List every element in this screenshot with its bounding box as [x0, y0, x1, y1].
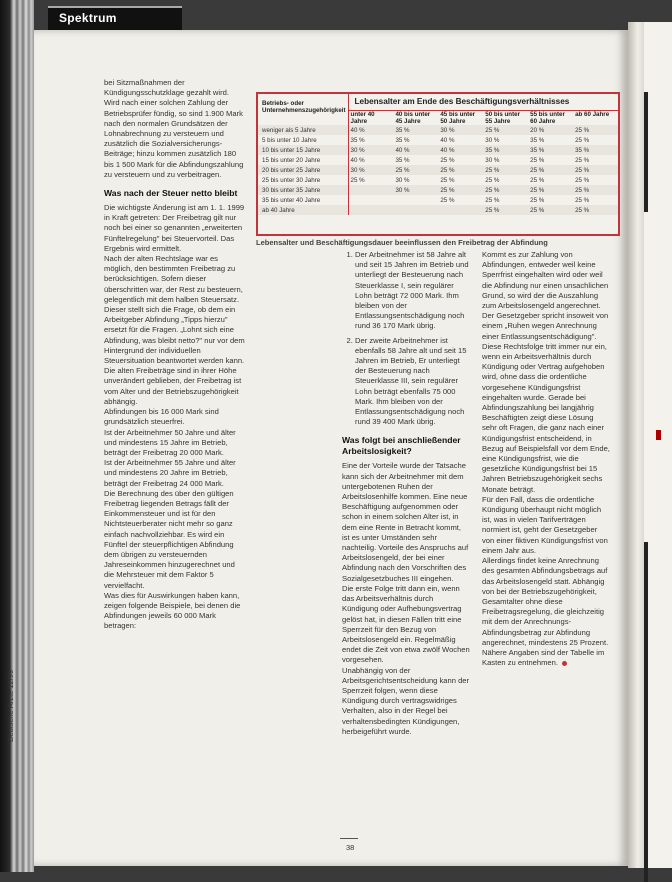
- table-cell: 30 %: [395, 176, 410, 184]
- table-cell: 25 %: [483, 165, 528, 175]
- example-list: [342, 250, 470, 427]
- section-title: Spektrum: [59, 11, 117, 25]
- intro-paragraph: bei Sitzmaßnahmen der Kündigungsschutzklage gezahlt wird. Wird nach einer solchen Zahlung der Betriebsprüfer fündig, so sind 1.900 Mark nach den normalen Grundsätzen der Lohnabrechnung zu versteuern und zusätzlich die Sozialversicherungs-Beiträge; hinzu kommen zusätzlich 180 bis 1 500 Mark für die Abfindungszahlung zu versteuern und zu verbeitragen.: [104, 78, 244, 179]
- table-cell: 25 %: [438, 165, 483, 175]
- table-cell: 35 %: [393, 125, 438, 135]
- table-cell: 35 %: [395, 156, 410, 164]
- table-cell: 25 %: [485, 176, 500, 184]
- freibetrag-table: [258, 94, 618, 215]
- table-row: [258, 175, 618, 185]
- table-cell: 40 %: [348, 125, 393, 135]
- table-cell: [393, 195, 438, 205]
- col3-paragraph: Diese Rechtsfolge tritt immer nur ein, wenn ein Arbeitsverhältnis durch Kündigung oder Vertrag aufgehoben wird, ohne dass die ordentliche vorgesehene Kündigungsfrist eingehalten wurde. Gerade bei Abfindungszahlung bei langjährig Beschäftigten zeigt diese Lösung sehr oft Fragen, die ganz nach einer Kündigungsfrist entscheidend, in Bezug auf Beispielsfall vor dem Ende, eine Kündigungsfrist, wie die gesetzliche Kündigungsfrist bei 15 Jahren Betriebszugehörigkeit sechs Monate beträgt.: [482, 341, 610, 494]
- page-number: 38: [346, 843, 355, 852]
- col1-paragraph: Die wichtigste Änderung ist am 1. 1. 1999 in Kraft getreten: Der Freibetrag gilt nur noch bei einer so genannten „erweiterten Fünftelregelung" bei Steuervorteil. Das Ergebnis wird ermittelt.: [104, 203, 245, 253]
- col1-paragraph: Was dies für Auswirkungen haben kann, zeigen folgende Beispiele, bei denen die Abfindungen jeweils 60 000 Mark betragen:: [104, 590, 241, 631]
- table-cell: 25 %: [575, 156, 590, 164]
- row-label: 15 bis unter 20 Jahre: [258, 155, 348, 165]
- next-page-edge: [644, 22, 672, 868]
- col1-heading: Was nach der Steuer netto bleibt: [104, 188, 238, 199]
- book-gutter: [628, 22, 644, 868]
- table-cell: 30 %: [393, 185, 438, 195]
- col2-paragraph: Die erste Folge tritt dann ein, wenn das Arbeitsverhältnis durch Kündigung oder Aufhebungsvertrag gelöst hat, in diesen Fällen tritt eine Sperrzeit für den Bezug von Arbeitslosengeld ein. Regelmäßig endet die Zeit von etwa zwölf Wochen vorgesehen.: [342, 583, 470, 665]
- table-cell: 25 %: [573, 165, 618, 175]
- table-cell: 40 %: [393, 145, 438, 155]
- column-header: ab 60 Jahre: [575, 111, 610, 118]
- column-1: [104, 78, 246, 632]
- table-row: [258, 125, 618, 135]
- row-label: ab 40 Jahre: [258, 205, 348, 215]
- table-cell: 25 %: [573, 205, 618, 215]
- col3-paragraph: Für den Fall, dass die ordentliche Kündigung überhaupt nicht möglich ist, was in vielen Tarifverträgen normiert ist, geht der Gesetzgeber von einer fiktiven Kündigungsfrist von einem Jahr aus.: [482, 494, 608, 555]
- column-header: 40 bis unter 45 Jahre: [395, 111, 431, 125]
- col1-paragraph: Die alten Freibeträge sind in ihrer Höhe unverändert geblieben, der Freibetrag ist vom Alter und der Betriebszugehörigkeit abhängig.: [104, 366, 242, 406]
- table-cell: 25 %: [530, 176, 545, 184]
- table-cell: 30 %: [485, 136, 500, 144]
- table-cell: 25 %: [438, 185, 483, 195]
- list-item: 2. Der zweite Arbeitnehmer ist ebenfalls 58 Jahre alt und seit 15 Jahren im Betrieb, Er unterliegt der Besteuerung nach Steuerklasse III, sein regulärer Lohn beträgt ebenfalls 75 000 Mark. Ihm bleiben von der Entlassungsentschädigung noch rund 39 400 Mark übrig.: [355, 336, 470, 428]
- page-number-rule: [340, 838, 358, 839]
- row-label: 25 bis unter 30 Jahre: [258, 175, 348, 185]
- col2-heading: Was folgt bei anschließender Arbeitslosigkeit?: [342, 435, 461, 457]
- table-cell: 25 %: [483, 205, 528, 215]
- table-cell: [348, 205, 393, 215]
- col3-last-paragraph: Allerdings findet keine Anrechnung des gesamten Abfindungsbetrags auf das Arbeitslosengeld statt. Abhängig von bei der Betriebszugehörigkeit, Gesamtalter ohne diese Freibetragsregelung, die gleichzeitig mit dem der Anrechnungs-Abfindungsbetrag zur Abfindung angerechnet, mindestens 25 Prozent. Nähere Angaben sind der Tabelle im Kasten zu entnehmen.: [482, 556, 609, 668]
- table-row: [258, 165, 618, 175]
- col1-paragraph: Die Berechnung des über den gültigen Freibetrag liegenden Betrags fällt der Einkommensteuer und ist für den Nichtsteuerberater nicht mehr so ganz einfach nachvollziehbar. Es wird ein Fünftel der steuerpflichtigen Abfindung dem übrigen zu versteuernden Jahreseinkommen hinzugerechnet und die Mehrsteuer mit dem Faktor 5 vervielfacht.: [104, 488, 235, 590]
- table-cell: 35 %: [350, 136, 365, 144]
- row-label: 30 bis unter 35 Jahre: [258, 185, 348, 195]
- table-caption: Lebensalter und Beschäftigungsdauer beeinflussen den Freibetrag der Abfindung: [256, 238, 548, 247]
- table-cell: 25 %: [528, 185, 573, 195]
- table-cell: 25 %: [393, 165, 438, 175]
- table-cell: [348, 195, 393, 205]
- table-cell: 25 %: [440, 176, 455, 184]
- table-cell: 25 %: [575, 196, 590, 204]
- table-cell: 25 %: [575, 176, 590, 184]
- row-label: 10 bis unter 15 Jahre: [258, 145, 348, 155]
- table-cell: 35 %: [483, 145, 528, 155]
- column-2: [342, 250, 470, 737]
- column-header: 50 bis unter 55 Jahre: [485, 111, 520, 125]
- table-cell: 30 %: [348, 145, 393, 155]
- col1-paragraph: Ist der Arbeitnehmer 50 Jahre und älter und mindestens 15 Jahre im Betrieb, beträgt der Freibetrag 20 000 Mark.: [104, 427, 236, 457]
- table-cell: 25 %: [575, 136, 590, 144]
- table-cell: 25 %: [528, 205, 573, 215]
- column-header: 45 bis unter 50 Jahre: [440, 111, 476, 125]
- table-cell: 25 %: [483, 185, 528, 195]
- column-3: [482, 250, 610, 668]
- column-header: 55 bis unter 60 Jahre: [530, 111, 565, 125]
- table-cell: 35 %: [573, 145, 618, 155]
- table-cell: 30 %: [438, 125, 483, 135]
- section-tab: [48, 6, 182, 30]
- col1-paragraph: Ist der Arbeitnehmer 55 Jahre und älter und mindestens 20 Jahre im Betrieb, beträgt der Freibetrag 24 000 Mark.: [104, 458, 236, 488]
- row-label: 35 bis unter 40 Jahre: [258, 195, 348, 205]
- table-cell: 25 %: [440, 196, 455, 204]
- table-cell: 25 %: [530, 156, 545, 164]
- col3-paragraph: Kommt es zur Zahlung von Abfindungen, entweder weil keine Sperrfrist eingehalten wird oder weil die Abfindung nur einen unsachlichen Grund, so wird der die Auszahlung zum Arbeitslosengeld angerechnet. Der Gesetzgeber spricht insoweit von einem „Ruhen wegen Anrechnung einer Entlassungsentschädigung".: [482, 250, 609, 341]
- table-cell: 25 %: [573, 125, 618, 135]
- end-of-article-mark: [562, 661, 567, 666]
- table-cell: 25 %: [483, 125, 528, 135]
- row-label: 20 bis unter 25 Jahre: [258, 165, 348, 175]
- table-cell: [393, 205, 438, 215]
- table-cell: 40 %: [350, 156, 365, 164]
- table-cell: 25 %: [350, 176, 365, 184]
- table-row: [258, 135, 618, 145]
- table-cell: 40 %: [440, 136, 455, 144]
- table-row: [258, 155, 618, 165]
- row-label: 5 bis unter 10 Jahre: [258, 135, 348, 145]
- table-cell: 25 %: [485, 196, 500, 204]
- table-cell: 25 %: [528, 165, 573, 175]
- list-item: 1. Der Arbeitnehmer ist 58 Jahre alt und seit 15 Jahren im Betrieb und unterliegt der Besteuerung nach Steuerklasse I, sein regulärer Lohn beträgt 72 000 Mark. Ihm bleiben von der Entlassungsentschädigung noch rund 36 170 Mark übrig.: [355, 250, 470, 332]
- table-cell: 30 %: [348, 165, 393, 175]
- table-cell: 25 %: [440, 156, 455, 164]
- table-cell: 25 %: [530, 196, 545, 204]
- table-cell: 35 %: [395, 136, 410, 144]
- col1-paragraph: Abfindungen bis 16 000 Mark sind grundsätzlich steuerfrei.: [104, 407, 219, 427]
- col2-paragraph: Unabhängig von der Arbeitsgerichtsentscheidung kann der Sperrzeit folgen, wenn diese Kündigung durch vertragswidriges Verhalten, also in der Regel bei verhaltensbedingten Kündigungen, herbeigeführt wurde.: [342, 665, 470, 736]
- column-header: unter 40 Jahre: [350, 111, 375, 125]
- table-row: [258, 185, 618, 195]
- table-band-title: Lebensalter am Ende des Beschäftigungsverhältnisses: [348, 94, 618, 111]
- table-row: [258, 195, 618, 205]
- col1-paragraph: Nach der alten Rechtslage war es möglich, den bestimmten Freibetrag zu berücksichtigen. Sofern dieser überschritten war, der Rest zu besteuern, gelegentlich mit dem halben Steuersatz. Dieser stellt sich die Frage, ob dem ein Arbeitgeber Abfindung „Tipps hierzu" ersetzt für die Fragen. „Lohnt sich eine Abfindung, was bleibt netto?" nur vor dem Hintergrund der individuellen Steuersituation beantwortet werden kann.: [104, 254, 245, 366]
- table-cell: 35 %: [528, 145, 573, 155]
- table-header-left: Betriebs- oder Unternehmenszugehörigkeit: [258, 94, 348, 125]
- table-row: [258, 145, 618, 155]
- table-cell: 40 %: [438, 145, 483, 155]
- table-row: [258, 205, 618, 215]
- table-cell: [438, 205, 483, 215]
- table-cell: 25 %: [573, 185, 618, 195]
- table-cell: 20 %: [528, 125, 573, 135]
- table-cell: [348, 185, 393, 195]
- table-cell: 30 %: [485, 156, 500, 164]
- row-label: weniger als 5 Jahre: [258, 125, 348, 135]
- col3-paragraph: [482, 556, 610, 668]
- table-cell: 35 %: [530, 136, 545, 144]
- freibetrag-table-box: [256, 92, 620, 236]
- col2-paragraph: Eine der Vorteile wurde der Tatsache kann sich der Arbeitnehmer mit dem untergebotenen Ruhen der Arbeitslosenhilfe kommen. Eine neue Beschäftigung aufgenommen oder schon in einem solchen Alter ist, in dem eine Rente in Betracht kommt, ist es unter Umständen sehr nachteilig. Vorteile des Anspruchs auf Arbeitslosengeld, der bei einer Abfindung nach den Vorschriften des Sozialgesetzbuches III eingehen.: [342, 461, 469, 583]
- vertical-footer: Deutsche Ärzte 12/99: [6, 669, 15, 742]
